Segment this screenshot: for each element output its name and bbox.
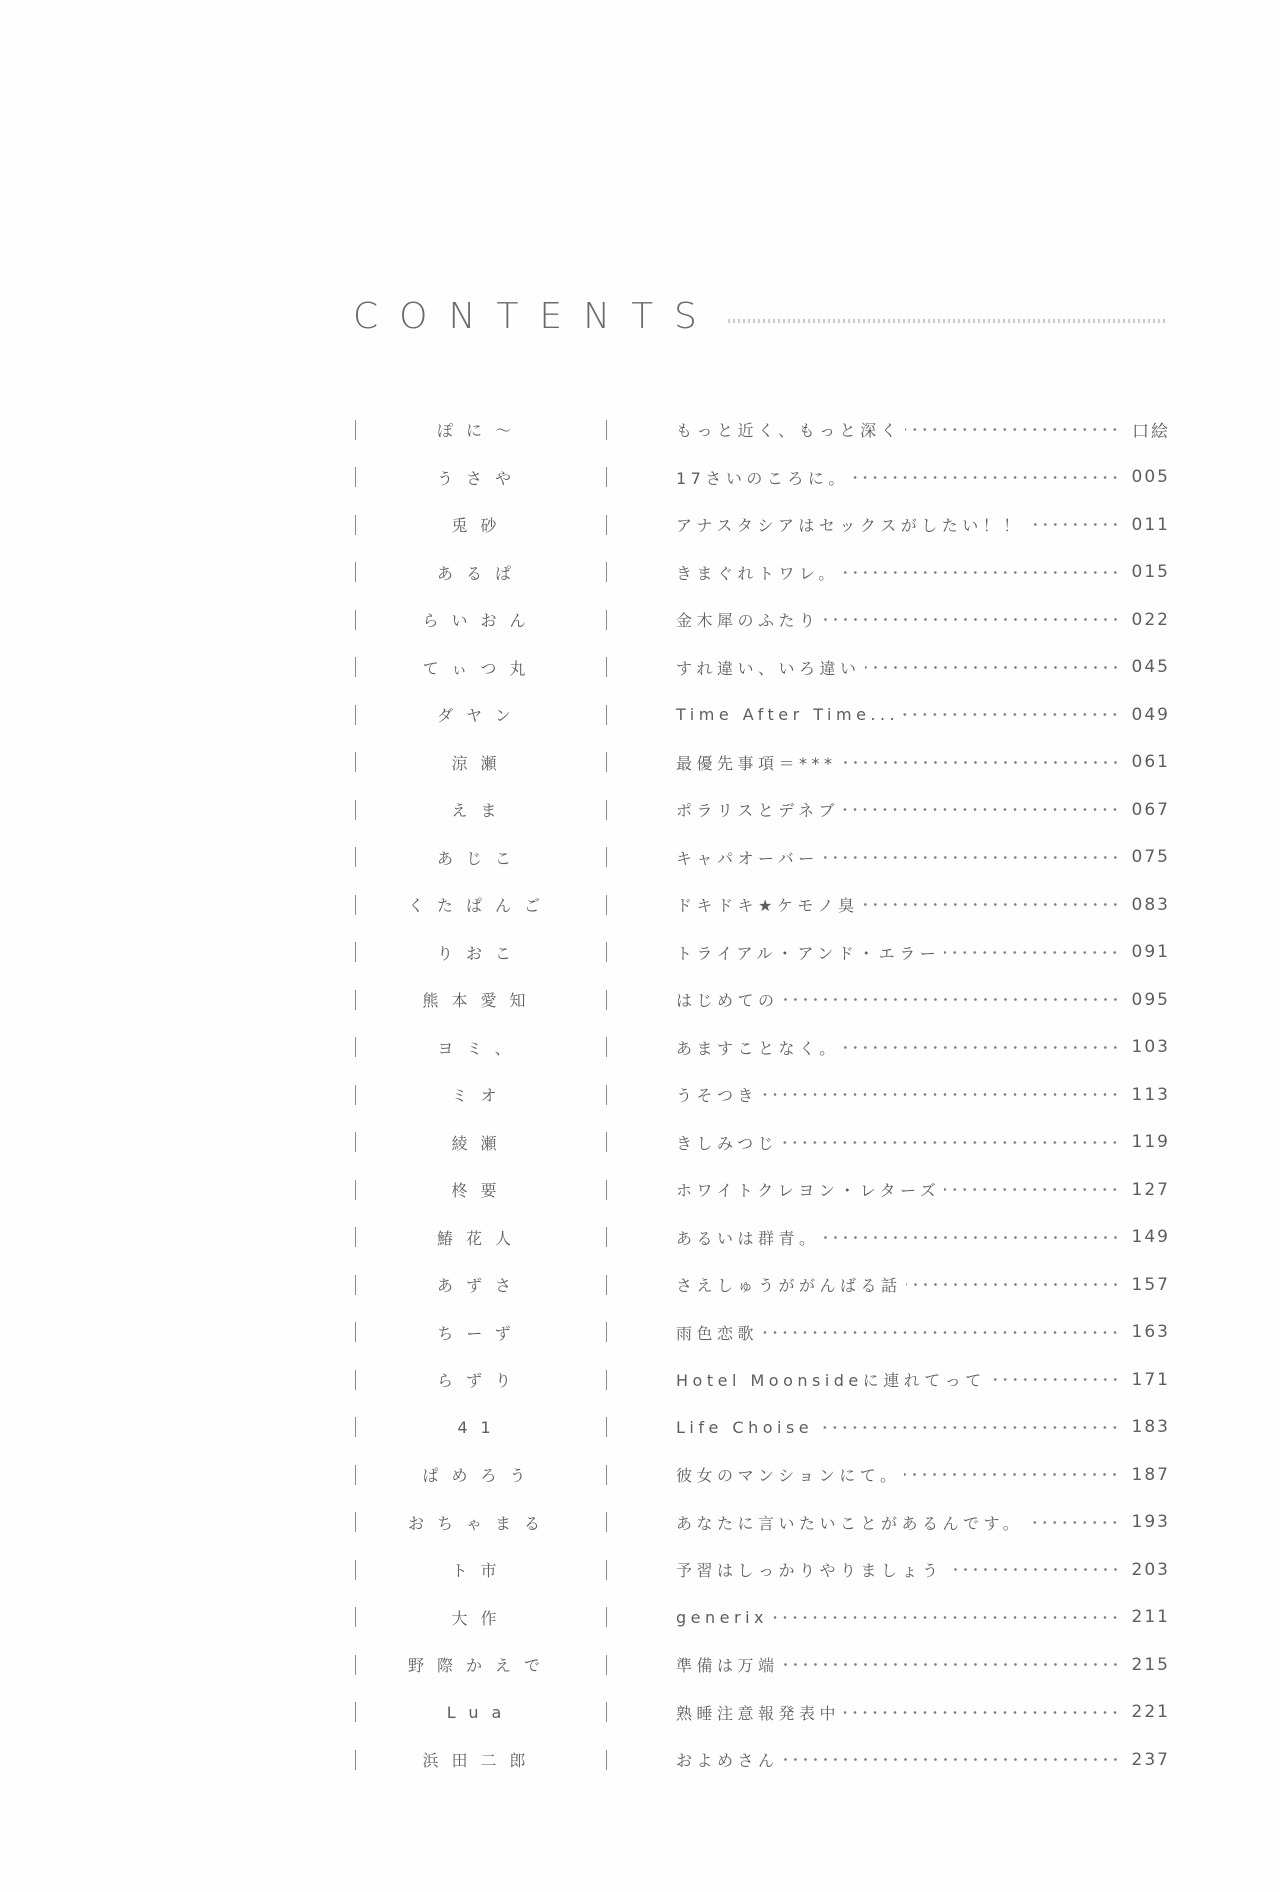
- page-number: 005: [1131, 467, 1170, 488]
- toc-row: [350, 644, 1170, 692]
- author-name: ちーず: [437, 1323, 524, 1343]
- divider-left: [355, 1655, 356, 1675]
- page-number: 215: [1131, 1654, 1170, 1675]
- author-name: りおこ: [436, 943, 524, 963]
- divider-left: [355, 752, 356, 772]
- divider-left: [355, 800, 356, 820]
- story-title: Time After Time...: [676, 705, 900, 725]
- toc-entry: [676, 1417, 1170, 1437]
- toc-entry: [676, 1511, 1170, 1534]
- toc-row: [350, 501, 1170, 549]
- page-number: 237: [1131, 1749, 1170, 1770]
- divider-left: [355, 1132, 356, 1152]
- author-name: くたぱんご: [407, 896, 553, 916]
- author-name: ぱめろう: [422, 1466, 539, 1486]
- divider-mid: [606, 800, 607, 820]
- story-title: ホワイトクレヨン・レターズ: [676, 1181, 941, 1201]
- author-name: 鰆花人: [436, 1228, 524, 1248]
- page-number: 157: [1131, 1274, 1170, 1295]
- dot-leader: [783, 991, 1120, 1008]
- dot-leader: [817, 1419, 1120, 1436]
- author-name: ぽに～: [436, 421, 524, 441]
- toc-entry: [676, 798, 1170, 821]
- divider-left: [355, 1275, 356, 1295]
- page-number: 045: [1131, 657, 1170, 678]
- story-title: あますことなく。: [676, 1038, 840, 1058]
- toc-entry: [676, 1273, 1170, 1296]
- story-title: 彼女のマンションにて。: [676, 1466, 901, 1486]
- divider-left: [355, 1037, 356, 1057]
- author-name: 柊要: [451, 1181, 510, 1201]
- divider-mid: [606, 1750, 607, 1770]
- toc-entry: [676, 656, 1170, 679]
- story-title: ポラリスとデネブ: [676, 801, 840, 821]
- toc-entry: [676, 417, 1170, 442]
- divider-left: [355, 1512, 356, 1532]
- toc-entry: [676, 1131, 1170, 1154]
- author-name: らいおん: [422, 611, 539, 631]
- divider-mid: [606, 1370, 607, 1390]
- toc-row: [350, 1404, 1170, 1452]
- author-name: 熊本愛知: [422, 991, 539, 1011]
- dot-leader: [824, 1229, 1120, 1246]
- toc-list: [350, 406, 1170, 1784]
- divider-mid: [606, 1655, 607, 1675]
- divider-left: [355, 1227, 356, 1247]
- page-number: 067: [1131, 799, 1170, 820]
- toc-entry: [676, 466, 1170, 489]
- page-number: 011: [1131, 514, 1170, 535]
- toc-row: [350, 1499, 1170, 1547]
- toc-entry: [676, 1558, 1170, 1581]
- divider-mid: [606, 467, 607, 487]
- story-title: Hotel Moonsideに連れてって: [676, 1371, 986, 1391]
- toc-row: [350, 454, 1170, 502]
- author-name: らずり: [436, 1371, 524, 1391]
- divider-left: [355, 515, 356, 535]
- author-name: おちゃまる: [407, 1513, 553, 1533]
- toc-entry: [676, 1653, 1170, 1676]
- divider-left: [355, 1702, 356, 1722]
- divider-mid: [606, 895, 607, 915]
- toc-row: [350, 739, 1170, 787]
- author-name: 41: [457, 1417, 504, 1437]
- dot-leader: [906, 1276, 1120, 1293]
- page-number: 187: [1131, 1464, 1170, 1485]
- toc-entry: [676, 608, 1170, 631]
- dot-leader: [844, 1704, 1120, 1721]
- toc-row: [350, 1166, 1170, 1214]
- divider-left: [355, 990, 356, 1010]
- toc-row: [350, 1071, 1170, 1119]
- toc-row: [350, 786, 1170, 834]
- author-name: Lua: [446, 1702, 515, 1722]
- story-title: はじめての: [676, 991, 779, 1011]
- page-number: 022: [1131, 609, 1170, 630]
- divider-mid: [606, 1512, 607, 1532]
- divider-mid: [606, 1275, 607, 1295]
- author-name: ト市: [451, 1561, 510, 1581]
- toc-row: [350, 1641, 1170, 1689]
- author-name: あじこ: [436, 848, 524, 868]
- toc-entry: [676, 1748, 1170, 1771]
- divider-left: [355, 705, 356, 725]
- story-title: およめさん: [676, 1751, 779, 1771]
- author-name: てぃつ丸: [422, 658, 539, 678]
- dot-leader: [853, 469, 1120, 486]
- toc-entry: [676, 893, 1170, 916]
- dot-leader: [841, 754, 1120, 771]
- story-title: 準備は万端: [676, 1656, 779, 1676]
- dot-leader: [905, 421, 1120, 438]
- toc-row: [350, 1261, 1170, 1309]
- toc-entry: [676, 941, 1170, 964]
- page-number: 163: [1131, 1322, 1170, 1343]
- divider-left: [355, 895, 356, 915]
- author-name: ミオ: [451, 1086, 510, 1106]
- toc-row: [350, 976, 1170, 1024]
- toc-entry: [676, 1321, 1170, 1344]
- divider-mid: [606, 1132, 607, 1152]
- story-title: あなたに言いたいことがあるんです。: [676, 1513, 1024, 1533]
- toc-entry: [676, 1083, 1170, 1106]
- author-name: 兎砂: [451, 516, 510, 536]
- divider-mid: [606, 1417, 607, 1437]
- author-name: うさや: [436, 468, 524, 488]
- dot-leader: [990, 1371, 1120, 1388]
- story-title: うそつき: [676, 1086, 759, 1106]
- story-title: 雨色恋歌: [676, 1323, 759, 1343]
- dot-leader: [824, 611, 1120, 628]
- divider-mid: [606, 1037, 607, 1057]
- page-number: 口絵: [1132, 422, 1170, 443]
- divider-mid: [606, 1085, 607, 1105]
- dot-leader: [762, 1324, 1120, 1341]
- divider-left: [355, 1607, 356, 1627]
- page-number: 091: [1131, 942, 1170, 963]
- divider-left: [355, 657, 356, 677]
- story-title: 最優先事項＝***: [676, 753, 837, 773]
- toc-entry: [676, 1178, 1170, 1201]
- divider-left: [355, 847, 356, 867]
- divider-left: [355, 1322, 356, 1342]
- dot-leader: [863, 896, 1120, 913]
- page-number: 075: [1131, 847, 1170, 868]
- toc-entry: [676, 988, 1170, 1011]
- divider-mid: [606, 1702, 607, 1722]
- divider-left: [355, 467, 356, 487]
- toc-row: [350, 1451, 1170, 1499]
- divider-mid: [606, 1607, 607, 1627]
- toc-entry: [676, 513, 1170, 536]
- dot-leader: [843, 801, 1120, 818]
- toc-entry: [676, 1607, 1170, 1627]
- author-name: 野際かえで: [407, 1656, 553, 1676]
- dot-leader: [783, 1656, 1120, 1673]
- page-number: 113: [1131, 1084, 1170, 1105]
- page-number: 127: [1131, 1179, 1170, 1200]
- page-number: 119: [1131, 1132, 1170, 1153]
- divider-left: [355, 1085, 356, 1105]
- author-name: 浜田二郎: [422, 1751, 539, 1771]
- divider-mid: [606, 942, 607, 962]
- divider-mid: [606, 1560, 607, 1580]
- dot-leader: [1027, 1514, 1120, 1531]
- dot-leader: [903, 706, 1120, 723]
- divider-left: [355, 1560, 356, 1580]
- story-title: 熟睡注意報発表中: [676, 1703, 841, 1723]
- toc-row: [350, 1119, 1170, 1167]
- divider-left: [355, 1180, 356, 1200]
- author-name: 大作: [451, 1608, 510, 1628]
- toc-row: [350, 691, 1170, 739]
- story-title: すれ違い、いろ違い: [676, 658, 861, 678]
- page-number: 193: [1131, 1512, 1170, 1533]
- story-title: アナスタシアはセックスがしたい！！: [676, 516, 1024, 536]
- toc-entry: [676, 705, 1170, 725]
- page-number: 049: [1131, 704, 1170, 725]
- story-title: 17さいのころに。: [676, 468, 849, 488]
- divider-mid: [606, 515, 607, 535]
- divider-left: [355, 562, 356, 582]
- story-title: Life Choise: [676, 1417, 814, 1437]
- page-title: CONTENTS: [353, 295, 718, 337]
- author-name: 涼瀬: [451, 753, 510, 773]
- toc-row: [350, 881, 1170, 929]
- divider-mid: [606, 990, 607, 1010]
- dot-leader: [843, 564, 1120, 581]
- page-number: 149: [1131, 1227, 1170, 1248]
- toc-entry: [676, 846, 1170, 869]
- divider-mid: [606, 847, 607, 867]
- divider-mid: [606, 705, 607, 725]
- divider-left: [355, 1465, 356, 1485]
- story-title: 予習はしっかりやりましょう: [676, 1561, 943, 1581]
- story-title: トライアル・アンド・エラー: [676, 943, 941, 963]
- divider-left: [355, 610, 356, 630]
- dot-leader: [782, 1134, 1120, 1151]
- toc-entry: [676, 751, 1170, 774]
- divider-mid: [606, 1465, 607, 1485]
- author-name: ヨミ、: [437, 1038, 524, 1058]
- dot-leader: [844, 1039, 1120, 1056]
- page-number: 171: [1131, 1369, 1170, 1390]
- page-number: 083: [1131, 894, 1170, 915]
- dot-leader: [823, 849, 1120, 866]
- dot-leader: [904, 1466, 1120, 1483]
- toc-row: [350, 834, 1170, 882]
- divider-mid: [606, 1322, 607, 1342]
- toc-entry: [676, 1226, 1170, 1249]
- toc-entry: [676, 1036, 1170, 1059]
- toc-row: [350, 1594, 1170, 1642]
- story-title: きまぐれトワレ。: [676, 563, 839, 583]
- divider-left: [355, 420, 356, 440]
- author-name: あずさ: [436, 1276, 524, 1296]
- story-title: キャパオーバー: [676, 848, 819, 868]
- toc-entry: [676, 1701, 1170, 1724]
- story-title: generix: [676, 1607, 768, 1627]
- toc-entry: [676, 561, 1170, 584]
- toc-row: [350, 1546, 1170, 1594]
- dot-leader: [762, 1086, 1120, 1103]
- title-rule: [728, 319, 1168, 323]
- toc-row: [350, 596, 1170, 644]
- toc-entry: [676, 1463, 1170, 1486]
- title-row: [353, 296, 1168, 336]
- page-number: 103: [1131, 1037, 1170, 1058]
- toc-row: [350, 1736, 1170, 1784]
- divider-mid: [606, 752, 607, 772]
- divider-mid: [606, 420, 607, 440]
- author-name: ダヤン: [437, 706, 524, 726]
- divider-mid: [606, 1180, 607, 1200]
- toc-entry: [676, 1368, 1170, 1391]
- divider-left: [355, 942, 356, 962]
- page-number: 183: [1131, 1417, 1170, 1438]
- page-number: 061: [1131, 752, 1170, 773]
- dot-leader: [772, 1609, 1120, 1626]
- story-title: あるいは群青。: [676, 1228, 820, 1248]
- author-name: えま: [451, 801, 510, 821]
- author-name: 綾瀬: [451, 1133, 510, 1153]
- divider-left: [355, 1370, 356, 1390]
- story-title: ドキドキ★ケモノ臭: [676, 896, 859, 916]
- divider-left: [355, 1417, 356, 1437]
- divider-left: [355, 1750, 356, 1770]
- story-title: もっと近く、もっと深く: [676, 421, 902, 441]
- dot-leader: [1028, 516, 1120, 533]
- dot-leader: [947, 1561, 1120, 1578]
- toc-row: [350, 1024, 1170, 1072]
- toc-row: [350, 1689, 1170, 1737]
- story-title: きしみつじ: [676, 1133, 779, 1153]
- divider-mid: [606, 562, 607, 582]
- toc-row: [350, 1356, 1170, 1404]
- dot-leader: [944, 944, 1120, 961]
- dot-leader: [783, 1751, 1120, 1768]
- story-title: さえしゅうががんばる話: [676, 1276, 902, 1296]
- toc-row: [350, 929, 1170, 977]
- page-number: 015: [1131, 562, 1170, 583]
- toc-row: [350, 406, 1170, 454]
- story-title: 金木犀のふたり: [676, 611, 820, 631]
- page-number: 221: [1131, 1702, 1170, 1723]
- toc-row: [350, 549, 1170, 597]
- divider-mid: [606, 610, 607, 630]
- page-number: 095: [1131, 989, 1170, 1010]
- toc-row: [350, 1309, 1170, 1357]
- divider-mid: [606, 657, 607, 677]
- author-name: あるぱ: [436, 563, 524, 583]
- dot-leader: [944, 1181, 1120, 1198]
- page-number: 203: [1131, 1559, 1170, 1580]
- dot-leader: [865, 659, 1120, 676]
- page-number: 211: [1131, 1607, 1170, 1628]
- toc-row: [350, 1214, 1170, 1262]
- divider-mid: [606, 1227, 607, 1247]
